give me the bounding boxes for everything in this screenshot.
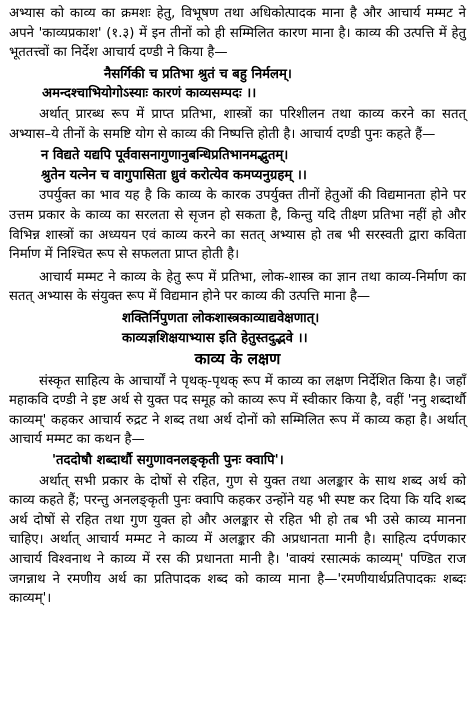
paragraph-3: उपर्युक्त का भाव यह है कि काव्य के कारक उपर्युक्त तीनों हेतुओं की विद्यमानता होने पर उत्तम प्रकार के काव्य का सरलता से सृजन हो सकता है, किन्तु यदि तीक्ष्ण प्रतिभा नहीं हो और विभिन्न शास्त्रों का अध्ययन एवं काव्य करने का सतत् अभ्यास हो तब भी सरस्वती द्वारा कविता निर्माण में निश्चित रूप से सफलता प्राप्त होती है।: [9, 188, 466, 263]
verse-2-line-2: श्रुतेन यत्नेन च वागुपासिता ध्रुवं करोत्येव कमप्यनुग्रहम् ।।: [41, 167, 307, 183]
paragraph-2: अर्थात् प्रारब्ध रूप में प्राप्त प्रतिभा, शास्त्रों का परिशीलन तथा काव्य करने का सतत् अभ्यास–ये तीनों के समष्टि योग से काव्य की निष्पत्ति होती है। आचार्य दण्डी पुनः कहते हैं—: [9, 106, 466, 142]
paragraph-1: अभ्यास को काव्य का क्रमशः हेतु, विभूषण तथा अधिकोत्पादक माना है और आचार्य मम्मट ने अपने 'काव्यप्रकाश' (१.३) में इन तीनों को ही सम्मिलित कारण माना है। काव्य की उत्पत्ति में हेतु भूततत्त्वों का निर्देश आचार्य दण्डी ने किया है—: [9, 6, 466, 61]
verse-1: [9, 65, 466, 104]
verse-2-line-1: न विद्यते यद्यपि पूर्ववासनागुणानुबन्धिप्रतिभानमद्भुतम्।: [41, 148, 289, 164]
verse-3-line-2: काव्यज्ञशिक्षयाभ्यास इति हेतुस्तदुद्भवे ।।: [122, 330, 308, 346]
verse-3-line-1: शक्तिर्निपुणता लोकशास्त्रकाव्याद्यवेक्षणात्।: [122, 310, 320, 326]
verse-2: [9, 146, 466, 185]
section-heading: काव्य के लक्षण: [194, 350, 281, 369]
paragraph-4: आचार्य मम्मट ने काव्य के हेतु रूप में प्रतिभा, लोक-शास्त्र का ज्ञान तथा काव्य-निर्माण का सतत् अभ्यास के संयुक्त रूप में विद्यमान होने पर काव्य की उत्पत्ति माना है—: [9, 269, 466, 305]
verse-3: [9, 309, 466, 348]
paragraph-6: अर्थात् सभी प्रकार के दोषों से रहित, गुण से युक्त तथा अलङ्कार के साथ शब्द अर्थ को काव्य कहते हैं; परन्तु अनलङ्कृती पुनः क्वापि कहकर उन्होंने यह भी स्पष्ट कर दिया कि यदि शब्द अर्थ दोषों से रहित तथा गुण युक्त हो और अलङ्कार से रहित भी हो तब भी उसे काव्य मानना चाहिए। अर्थात् आचार्य मम्मट ने काव्य में अलङ्कार की अप्रधानता मानी है। साहित्य दर्पणकार आचार्य विश्वनाथ ने काव्य में रस की प्रधानता मानी है। 'वाक्यं रसात्मकं काव्यम्' पण्डित राज जगन्नाथ ने रमणीय अर्थ का प्रतिपादक शब्द को काव्य माना है—'रमणीयार्थप्रतिपादकः शब्दः काव्यम्'।: [9, 473, 466, 607]
verse-1-line-1: नैसर्गिकी च प्रतिभा श्रुतं च बहु निर्मलम्।: [104, 66, 292, 82]
verse-1-line-2: अमन्दश्चाभियोगोऽस्याः कारणं काव्यसम्पदः ।।: [42, 86, 257, 102]
quote-line: 'तददोषौ शब्दार्थौ सगुणावनलङ्कृती पुनः क्वापि'।: [52, 453, 284, 469]
paragraph-5: संस्कृत साहित्य के आचार्यों ने पृथक्-पृथक् रूप में काव्य का लक्षण निर्देशित किया है। जहाँ महाकवि दण्डी ने इष्ट अर्थ से युक्त पद समूह को काव्य रूप में स्वीकार किया है, वहीं 'ननु शब्दार्थौ काव्यम्' कहकर आचार्य रुद्रट ने शब्द तथा अर्थ दोनों को सम्मिलित रूप में काव्य कहा है। अर्थात् आचार्य मम्मट का कथन है—: [9, 373, 466, 448]
